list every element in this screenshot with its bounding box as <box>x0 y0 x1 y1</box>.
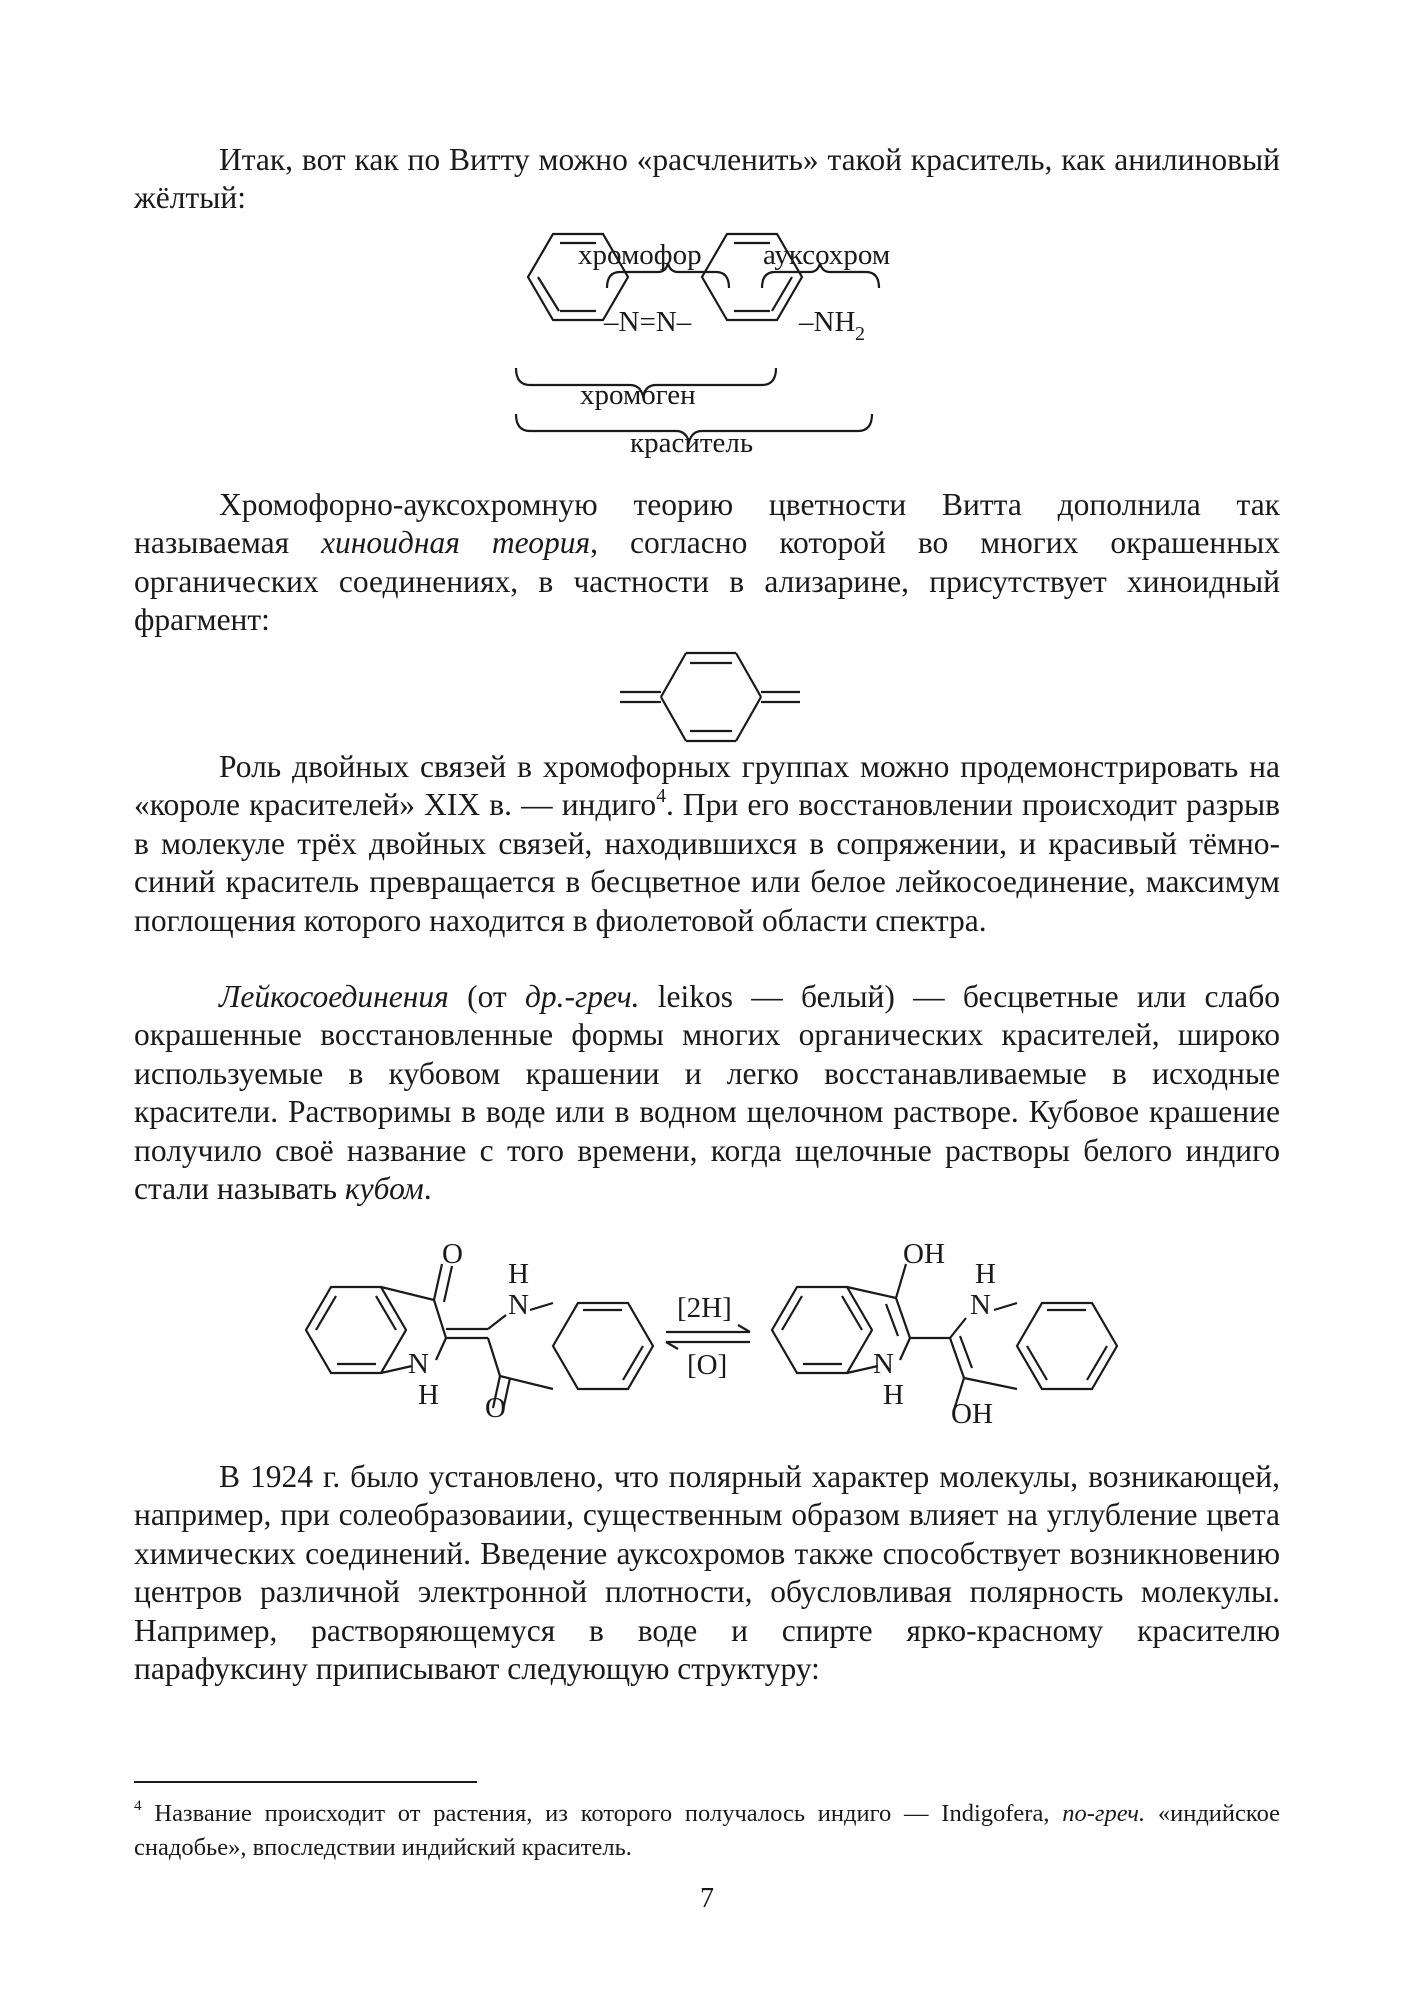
quinoid-fragment <box>620 653 800 741</box>
label-chromophore: хромофор <box>578 239 702 271</box>
indigo-o-top: O <box>442 1238 463 1270</box>
footnote-ref: 4 <box>656 785 666 807</box>
reduction-label: [2H] <box>677 1292 732 1324</box>
indigo-h-top: H <box>508 1258 529 1290</box>
leuco-h-left: H <box>883 1379 904 1411</box>
paragraph-polarity: В 1924 г. было установлено, что полярный характер молекулы, возникающей, например, при солеобразоваиии, существенным образом влияет на углубление цвета химических соединений. Введение ауксохромов также способствует возникновению центров различной электронной плотности, обусловливая полярность молекулы. Например, растворяющемуся в воде и спирте ярко-красному красителю парафуксину приписывают следующую структуру: <box>134 1459 1280 1687</box>
leuco-benzene-right <box>1017 1303 1117 1389</box>
oxidation-label: [O] <box>687 1349 728 1381</box>
paragraph-indigo: Роль двойных связей в хромофорных группах можно продемонстрировать на «короле красителей» XIX в. — индиго$^4$. При его восстановлении происходит разрыв в молекуле трёх двойных связей, находившихся в сопряжении, и красивый тёмно-синий краситель превращается в бесцветное или белое лейкосоединение, максимум поглощения которого находится в фиолетовой области спектра. <box>134 749 1280 938</box>
paragraph-intro: Итак, вот как по Витту можно «расчленить» такой краситель, как анилиновый жёлтый: <box>134 142 1280 216</box>
indigo-n-top: N <box>508 1289 529 1321</box>
leuco-n-left: N <box>873 1348 894 1380</box>
azo-group-label: –N=N– <box>604 306 692 338</box>
footnote: $^4$ Название происходит от растения, из которого получалось индиго — Indigofera, по-греч. «индийское снадобье», впоследствии индийский краситель. <box>134 1797 1280 1861</box>
indigo-benzene-right <box>553 1303 653 1389</box>
label-auxochrome: ауксохром <box>763 239 891 271</box>
amino-group-label: –NH <box>799 306 856 338</box>
label-dye: краситель <box>630 427 754 459</box>
paragraph-leuco: Лейкосоединения (от др.-греч. leikos — белый) — бесцветные или слабо окрашенные восстановленные формы многих органических красителей, широко используемые в кубовом крашении и легко восстанавливаемые в исходные красители. Растворимы в воде или в водном щелочном растворе. Кубовое крашение получило своё название с того времени, когда щелочные растворы белого индиго стали называть кубом. <box>134 979 1281 1207</box>
leuco-oh-top: OH <box>903 1238 945 1270</box>
footnote-divider <box>134 1781 477 1783</box>
paragraph-quinoid-theory: Хромофорно-ауксохромную теорию цветности Витта дополнила так называемая хиноидная теория, согласно которой во многих окрашенных органических соединениях, в частности в ализарине, присутствует хиноидный фрагмент: <box>134 487 1280 638</box>
page-number: 7 <box>700 1883 714 1914</box>
leuco-h-right: H <box>975 1258 996 1290</box>
indigo-n-bottom: N <box>408 1348 429 1380</box>
label-chromogen: хромоген <box>580 379 696 411</box>
amino-subscript: 2 <box>855 323 865 345</box>
indigo-benzene-left <box>306 1287 406 1373</box>
equilibrium-arrows <box>666 1325 750 1349</box>
indigo-h-bottom: H <box>418 1379 439 1411</box>
indigo-o-bottom: O <box>485 1392 506 1424</box>
leuco-n-right: N <box>970 1289 991 1321</box>
leuco-benzene-left <box>772 1287 872 1373</box>
leuco-oh-bottom: OH <box>951 1398 993 1430</box>
